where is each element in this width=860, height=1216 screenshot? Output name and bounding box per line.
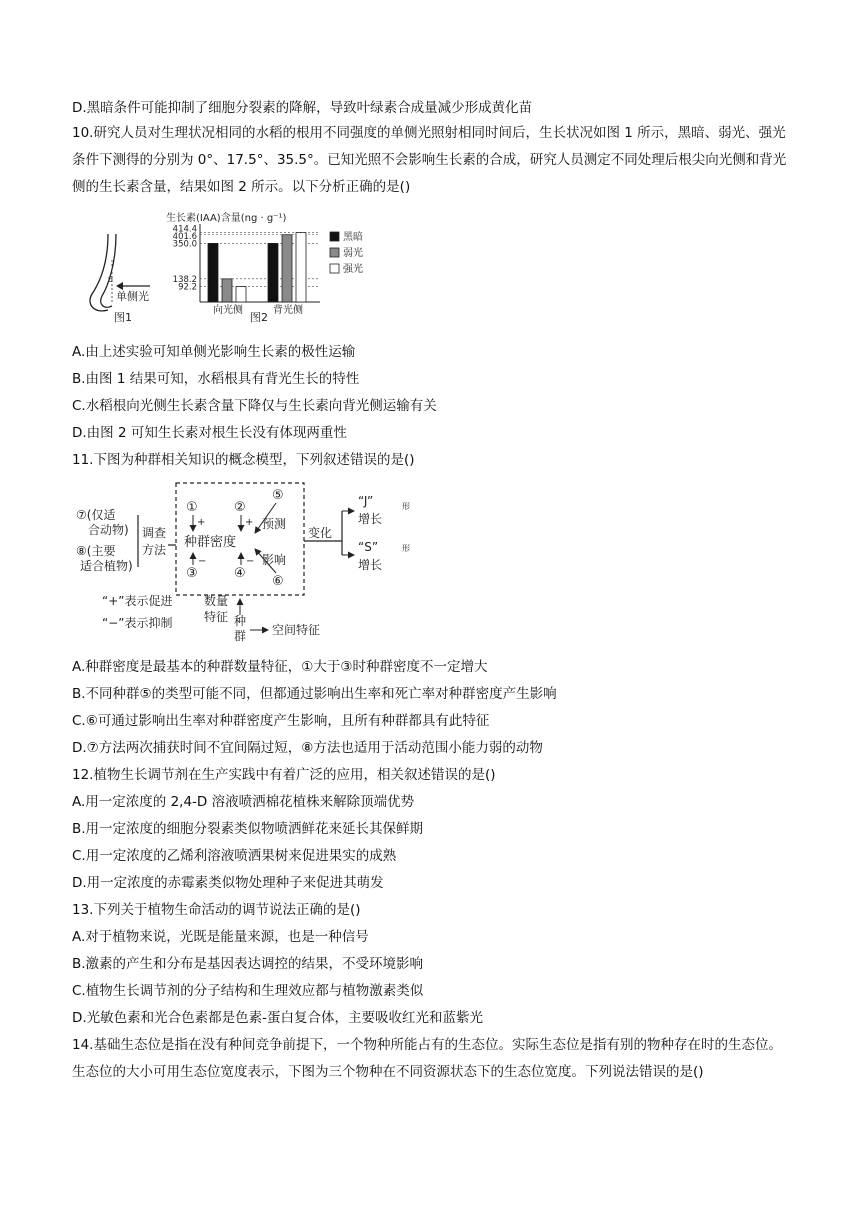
q12-option-b: B.用一定浓度的细胞分裂素类似物喷洒鲜花来延长其保鲜期: [72, 821, 424, 837]
j-curve-label: “J”: [358, 494, 374, 508]
single-side-light-label: 单侧光: [116, 290, 149, 303]
q11-concept-diagram: [72, 475, 432, 643]
population-density-label: 种群密度: [184, 535, 237, 550]
method-7-label-2: 合动物): [88, 523, 129, 537]
q10-figure-2-chart: [160, 210, 390, 326]
j-growth-label: 增长: [358, 512, 383, 526]
y-tick-label: 401.6: [172, 231, 197, 242]
population-label-2: 群: [234, 629, 247, 643]
sign-3: −: [198, 556, 207, 567]
angle-label: θ: [108, 275, 113, 284]
method-7-label: ⑦(仅适: [76, 508, 116, 522]
population-label-1: 种: [234, 614, 247, 628]
legend-swatch: [330, 264, 339, 273]
x-tick-label: 背光侧: [273, 305, 303, 316]
q11-option-b: B.不同种群⑤的类型可能不同，但都通过影响出生率和死亡率对种群密度产生影响: [72, 686, 557, 702]
q11-stem: 11.下图为种群相关知识的概念模型，下列叙述错误的是(): [72, 452, 415, 468]
q10-option-b: B.由图 1 结果可知，水稻根具有背光生长的特性: [72, 371, 360, 387]
y-tick-label: 414.4: [172, 224, 197, 235]
q11-option-d: D.⑦方法两次捕获时间不宜间隔过短，⑧方法也适用于活动范围小能力弱的动物: [72, 740, 543, 756]
factor-6: ⑥: [272, 574, 284, 589]
light-arrow-head: [116, 282, 123, 290]
j-shape-label: 形: [402, 502, 410, 511]
bar: [282, 235, 292, 302]
predict-label: 预测: [262, 517, 287, 531]
factor-5: ⑤: [272, 488, 284, 503]
bar: [268, 243, 278, 302]
q10-option-d: D.由图 2 可知生长素对根生长没有体现两重性: [72, 425, 347, 441]
q14-stem: 14.基础生态位是指在没有种间竞争前提下，一个物种所能占有的生态位。实际生态位是指有别的物种存在时的生态位。生态位的大小可用生态位宽度表示，下图为三个物种在不同资源状态下的生态位宽度。下列说法错误的是(): [72, 1037, 782, 1080]
legend-promote: “+”表示促进: [102, 594, 173, 608]
q12-option-c: C.用一定浓度的乙烯利溶液喷洒果树来促进果实的成熟: [72, 848, 397, 864]
sign-2: +: [245, 517, 254, 528]
q13-option-b: B.激素的产生和分布是基因表达调控的结果，不受环境影响: [72, 956, 424, 972]
q11-option-c: C.⑥可通过影响出生率对种群密度产生影响，且所有种群都具有此特征: [72, 713, 490, 729]
q9-option-d: D.黑暗条件可能抑制了细胞分裂素的降解，导致叶绿素合成量减少形成黄化苗: [72, 100, 533, 116]
q12-option-a: A.用一定浓度的 2,4-D 溶液喷洒棉花植株来解除顶端优势: [72, 794, 415, 810]
bar: [222, 279, 232, 302]
q12-stem: 12.植物生长调节剂在生产实践中有着广泛的应用，相关叙述错误的是(): [72, 767, 496, 783]
method-8-label: ⑧(主要: [76, 544, 116, 558]
change-label: 变化: [308, 526, 333, 540]
legend-inhibit: “−”表示抑制: [102, 616, 173, 630]
s-curve-label: “S”: [358, 540, 379, 554]
bar: [296, 233, 306, 302]
q13-option-c: C.植物生长调节剂的分子结构和生理效应都与植物激素类似: [72, 983, 424, 999]
figure-1-caption: 图1: [114, 311, 132, 324]
q11-option-a: A.种群密度是最基本的种群数量特征，①大于③时种群密度不一定增大: [72, 659, 488, 675]
q13-option-a: A.对于植物来说，光既是能量来源，也是一种信号: [72, 929, 369, 945]
figure-2-caption: 图2: [250, 311, 268, 324]
method-label: 方法: [142, 543, 167, 557]
legend-label: 弱光: [343, 248, 363, 259]
factor-3: ③: [186, 566, 198, 581]
chart-ylabel: 生长素(IAA)含量(ng · g⁻¹): [166, 213, 287, 224]
sign-1: +: [197, 517, 206, 528]
factor-2: ②: [234, 500, 246, 515]
legend-swatch: [330, 232, 339, 241]
legend-label: 强光: [343, 264, 363, 275]
method-8-label-2: 适合植物): [80, 559, 133, 573]
sign-4: −: [246, 556, 255, 567]
influence-label: 影响: [262, 553, 287, 567]
q13-option-d: D.光敏色素和光合色素都是色素-蛋白复合体，主要吸收红光和蓝紫光: [72, 1010, 484, 1026]
legend-swatch: [330, 248, 339, 257]
s-shape-label: 形: [402, 544, 410, 553]
q10-figure-1: [78, 230, 160, 326]
q10-stem: 10.研究人员对生理状况相同的水稻的根用不同强度的单侧光照射相同时间后，生长状况如图 1 所示，黑暗、弱光、强光条件下测得的分别为 0°、17.5°、35.5°。已知光照不会影响生长素的合成，研究人员测定不同处理后根尖向光侧和背光侧的生长素含量，结果如图 2 所示。以下分析正确的是(): [72, 125, 787, 195]
q13-stem: 13.下列关于植物生命活动的调节说法正确的是(): [72, 902, 361, 918]
s-growth-label: 增长: [358, 558, 383, 572]
y-tick-label: 92.2: [178, 282, 197, 293]
legend-label: 黑暗: [343, 232, 363, 243]
x-tick-label: 向光侧: [213, 305, 243, 316]
bar: [208, 243, 218, 302]
y-tick-label: 138.2: [172, 274, 197, 285]
q10-option-a: A.由上述实验可知单侧光影响生长素的极性运输: [72, 344, 356, 360]
y-tick-label: 350.0: [172, 239, 197, 250]
q12-option-d: D.用一定浓度的赤霉素类似物处理种子来促进其萌发: [72, 875, 384, 891]
survey-label: 调查: [142, 526, 167, 540]
bar: [236, 287, 246, 302]
root-outline-left: [90, 234, 108, 311]
quantity-label: 数量: [204, 594, 229, 608]
q10-option-c: C.水稻根向光侧生长素含量下降仅与生长素向背光侧运输有关: [72, 398, 437, 414]
feature-label: 特征: [204, 610, 229, 624]
factor-1: ①: [186, 500, 198, 515]
spatial-feature-label: 空间特征: [272, 623, 321, 637]
factor-4: ④: [234, 566, 246, 581]
